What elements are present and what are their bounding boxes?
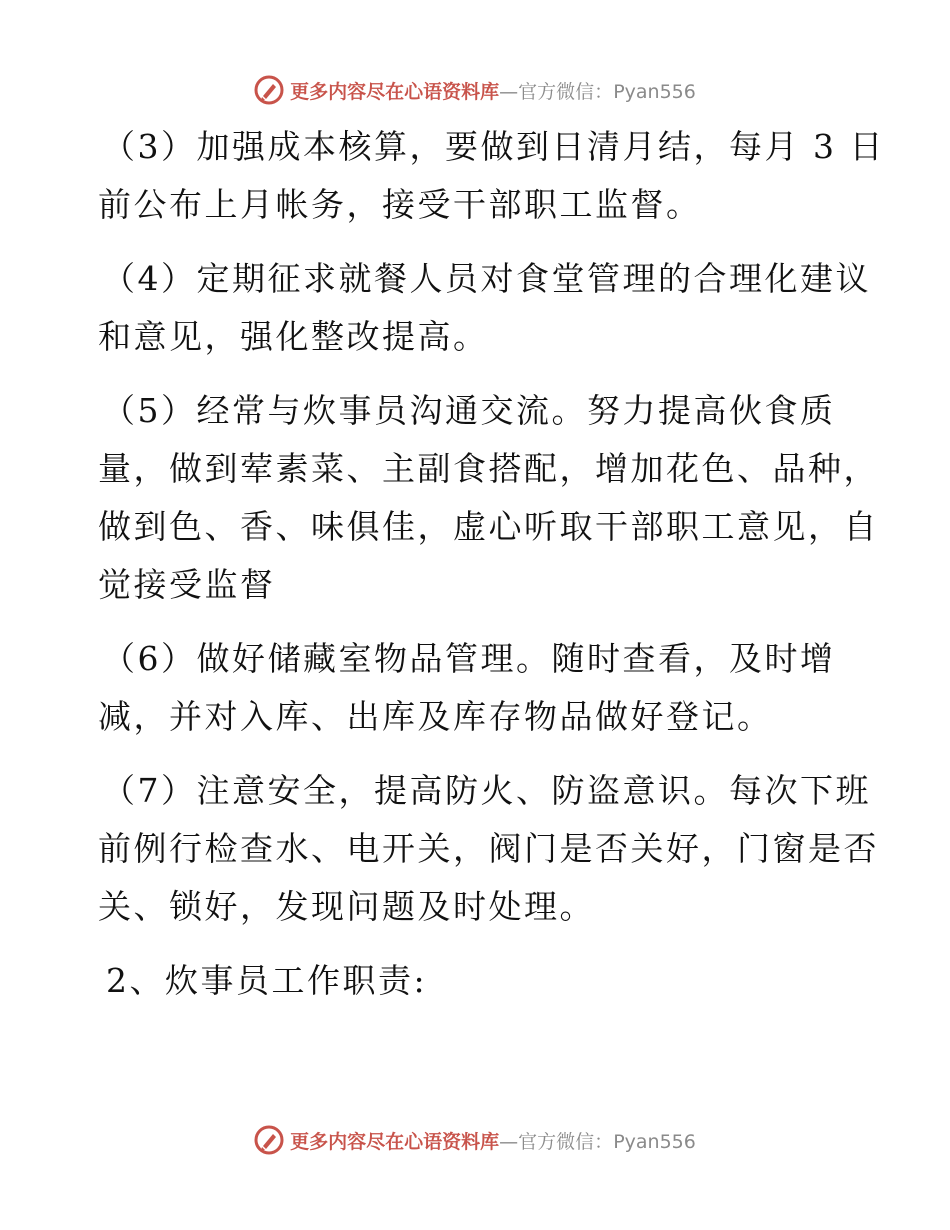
- document-body: [98, 118, 885, 1010]
- watermark-text: [290, 77, 696, 104]
- paragraph-line: （5）经常与炊事员沟通交流。努力提高伙食质: [102, 391, 836, 430]
- section-heading: 2、炊事员工作职责:: [106, 961, 428, 1000]
- paragraph-line: 减，并对入库、出库及库存物品做好登记。: [98, 697, 773, 736]
- paragraph-line: 做到色、香、味俱佳，虚心听取干部职工意见，自: [98, 507, 879, 546]
- watermark-text: [290, 1127, 696, 1154]
- paragraph-line: 觉接受监督: [98, 565, 276, 604]
- watermark-dash: —: [499, 1130, 519, 1153]
- paragraph-line: 关、锁好，发现问题及时处理。: [98, 887, 595, 926]
- paragraph-line: 前公布上月帐务，接受干部职工监督。: [98, 185, 702, 224]
- pen-logo-icon: [254, 1125, 284, 1155]
- paragraph-item-3: [98, 118, 885, 234]
- paragraph-line: （7）注意安全，提高防火、防盗意识。每次下班: [102, 771, 871, 810]
- footer-watermark: [0, 1120, 950, 1160]
- paragraph-item-6: [98, 630, 858, 746]
- paragraph-line: 前例行检查水、电开关，阀门是否关好，门窗是否: [98, 829, 879, 868]
- watermark-brand: 更多内容尽在心语资料库: [290, 80, 500, 103]
- watermark-wechat-label: 官方微信：: [518, 1130, 614, 1153]
- paragraph-item-5: [98, 382, 879, 614]
- watermark-wechat-id: Pyan556: [613, 80, 696, 103]
- watermark-dash: —: [499, 80, 519, 103]
- watermark-wechat-label: 官方微信：: [518, 80, 614, 103]
- paragraph-item-4: [98, 250, 871, 366]
- paragraph-line: （4）定期征求就餐人员对食堂管理的合理化建议: [102, 259, 871, 298]
- paragraph-line: （3）加强成本核算，要做到日清月结，每月 3 日: [102, 127, 885, 166]
- paragraph-line: 和意见，强化整改提高。: [98, 317, 489, 356]
- paragraph-item-7: [98, 762, 879, 936]
- watermark-wechat-id: Pyan556: [613, 1130, 696, 1153]
- paragraph-line: 量，做到荤素菜、主副食搭配，增加花色、品种，: [98, 449, 879, 488]
- watermark-brand: 更多内容尽在心语资料库: [290, 1130, 500, 1153]
- header-watermark: [0, 70, 950, 110]
- pen-logo-icon: [254, 75, 284, 105]
- paragraph-line: （6）做好储藏室物品管理。随时查看，及时增: [102, 639, 836, 678]
